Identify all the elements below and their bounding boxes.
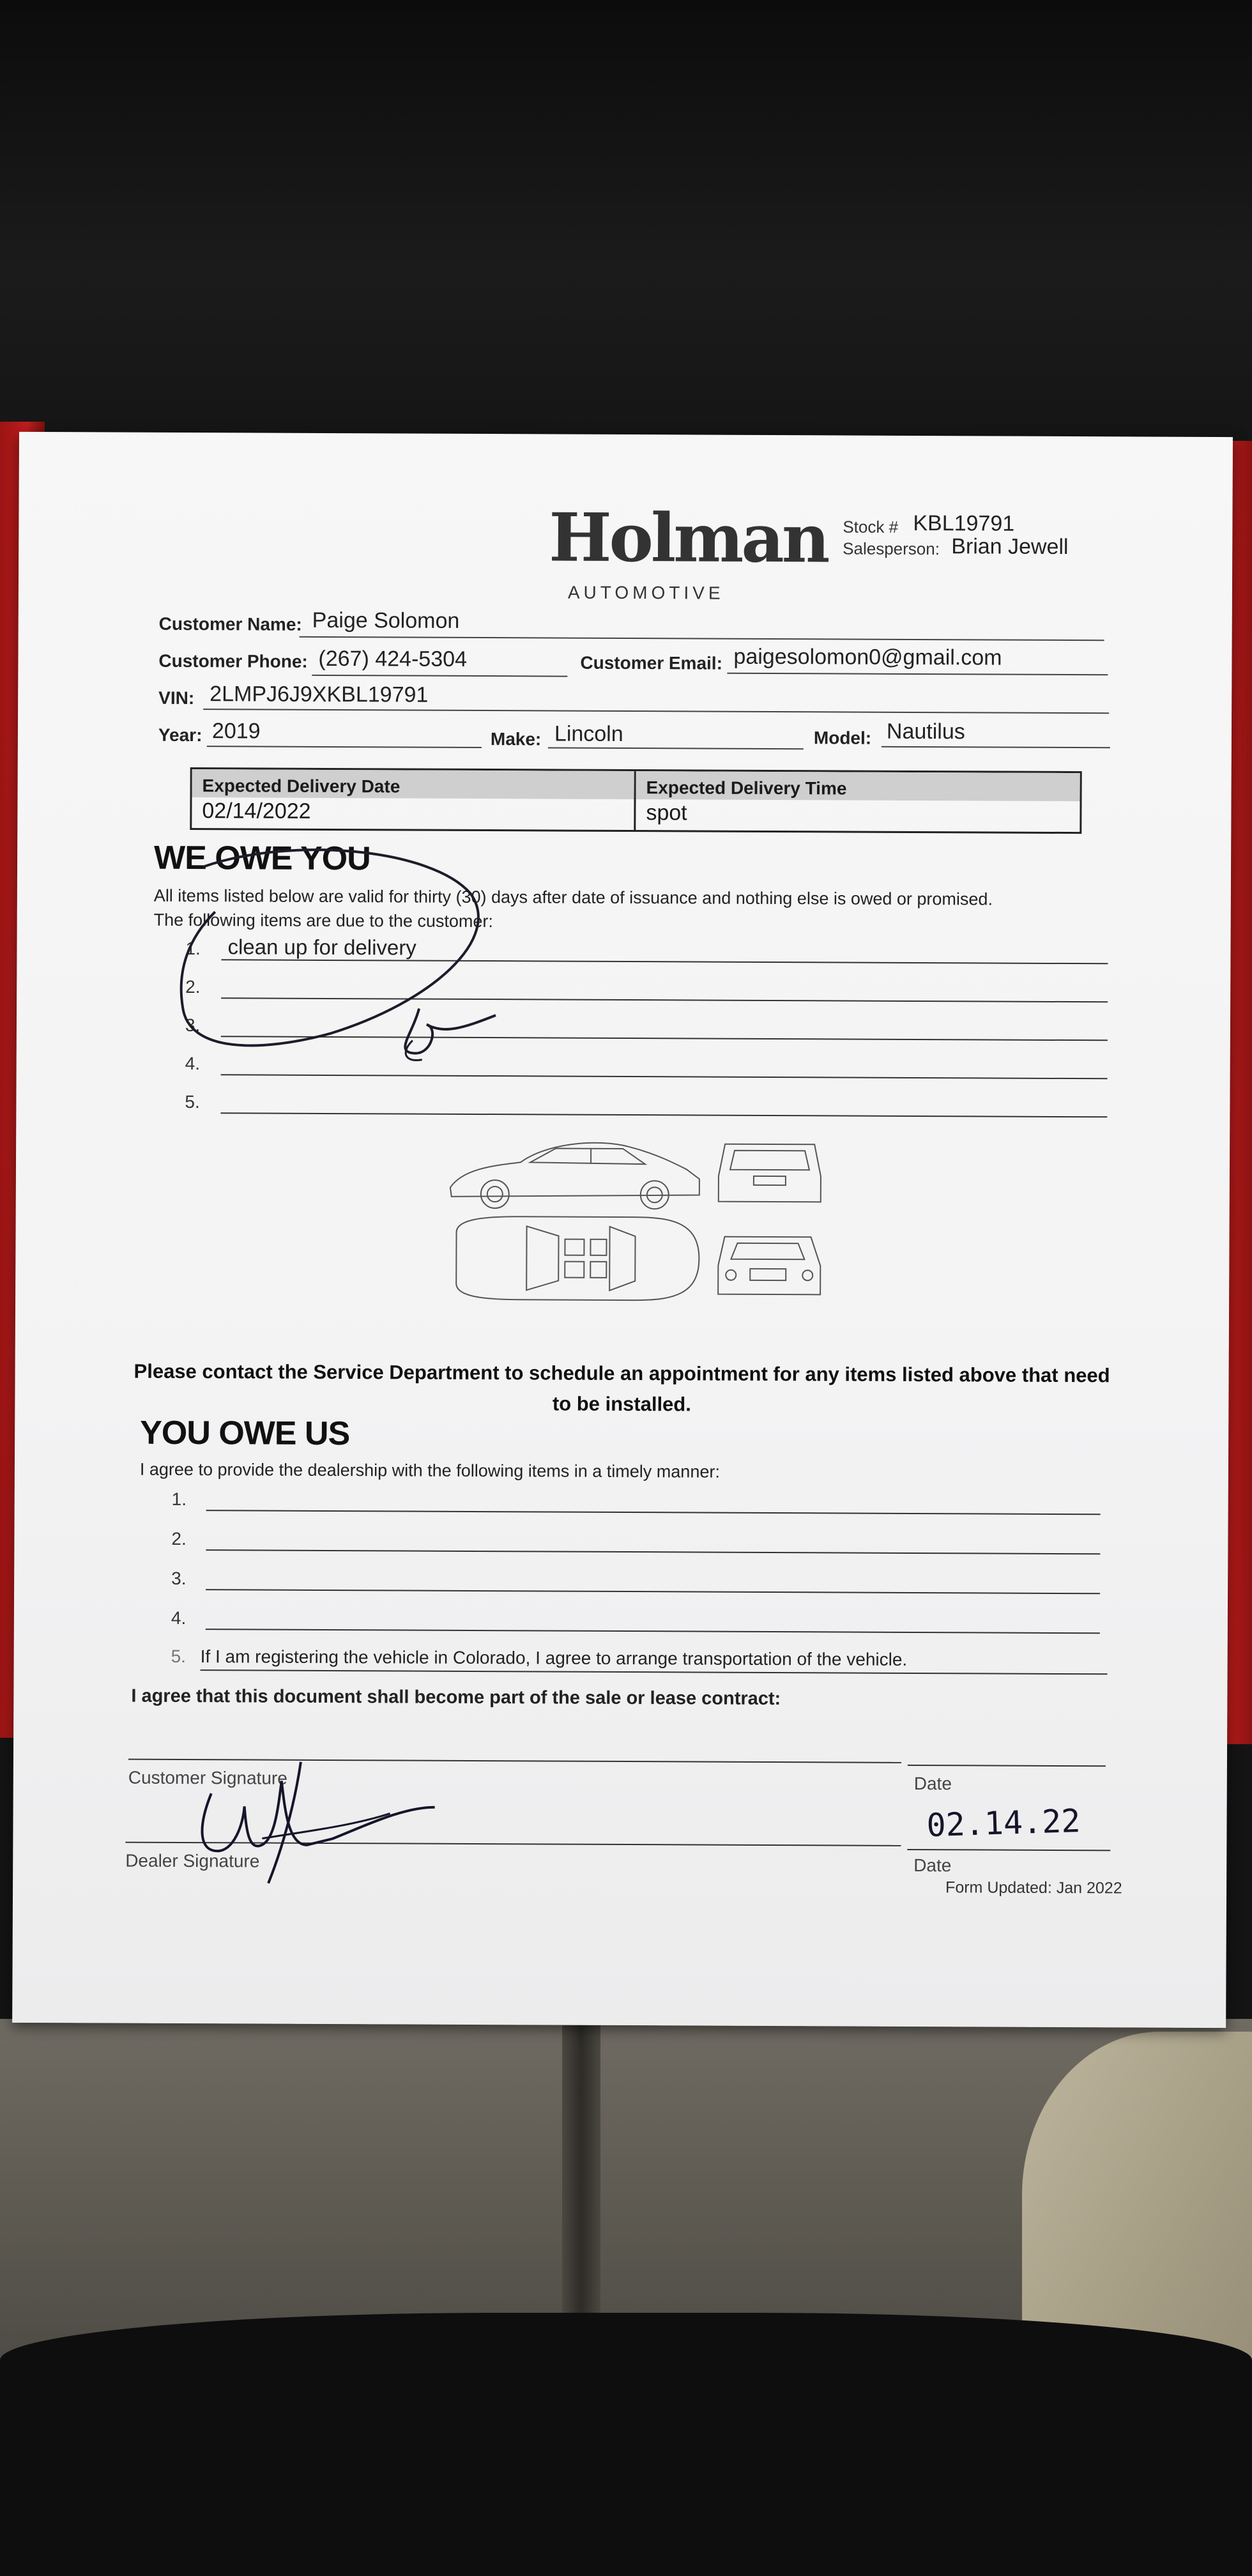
- vin-line: [203, 709, 1109, 714]
- you-owe-item-number: 5.: [171, 1646, 187, 1667]
- dealer-date-line: [907, 1849, 1110, 1851]
- logo-wordmark: Holman: [549, 498, 828, 578]
- salesperson-label: Salesperson:: [843, 539, 940, 559]
- customer-name-label: Customer Name:: [158, 613, 302, 634]
- dealer-date-handwritten: 02.14.22: [926, 1802, 1081, 1844]
- customer-name-value: Paige Solomon: [312, 608, 460, 633]
- make-line: [548, 747, 804, 749]
- delivery-date-label: Expected Delivery Date: [192, 769, 634, 799]
- we-owe-item-line: [220, 1112, 1107, 1117]
- we-owe-item-number: 4.: [185, 1053, 201, 1074]
- dealer-date-label: Date: [913, 1855, 952, 1876]
- we-owe-item-number: 3.: [185, 1015, 201, 1036]
- model-value: Nautilus: [886, 719, 965, 744]
- stock-label: Stock #: [843, 517, 899, 537]
- salesperson-value: Brian Jewell: [951, 534, 1069, 560]
- customer-signature-label: Customer Signature: [128, 1767, 287, 1788]
- you-owe-intro-text: I agree to provide the dealership with the following items in a timely manner:: [139, 1459, 720, 1482]
- agreement-statement: I agree that this document shall become part of the sale or lease contract:: [131, 1685, 781, 1710]
- customer-name-line: [300, 636, 1104, 641]
- you-owe-item-number: 2.: [171, 1528, 187, 1549]
- stock-value: KBL19791: [913, 510, 1015, 536]
- we-owe-due-text: The following items are due to the customer:: [153, 910, 494, 931]
- you-owe-item-number: 3.: [171, 1568, 187, 1589]
- delivery-date-cell: [192, 769, 636, 830]
- background-groove: [562, 2025, 600, 2358]
- make-value: Lincoln: [554, 721, 623, 746]
- you-owe-item-line: [206, 1510, 1101, 1515]
- logo-subtitle: AUTOMOTIVE: [567, 582, 724, 603]
- year-line: [207, 746, 482, 748]
- customer-phone-value: (267) 424-5304: [318, 646, 468, 671]
- you-owe-item-line: [201, 1669, 1108, 1675]
- background-dark-band: [0, 2313, 1252, 2576]
- you-owe-item-number: 1.: [171, 1489, 187, 1510]
- we-owe-validity-text: All items listed below are valid for thirty (30) days after date of issuance and nothing else is owed or promised.: [153, 885, 993, 909]
- delivery-time-cell: [636, 771, 1080, 832]
- make-label: Make:: [490, 729, 542, 749]
- form-updated-footer: Form Updated: Jan 2022: [945, 1878, 1122, 1897]
- model-line: [882, 746, 1110, 749]
- customer-phone-line: [312, 675, 567, 677]
- customer-date-line: [908, 1765, 1106, 1767]
- delivery-time-label: Expected Delivery Time: [636, 771, 1080, 801]
- we-owe-item-number: 2.: [185, 976, 201, 997]
- customer-email-value: paigesolomon0@gmail.com: [733, 644, 1002, 670]
- service-department-note: Please contact the Service Department to schedule an appointment for any items listed above that need to be installed.: [134, 1360, 1110, 1416]
- dealer-handwritten-signature: [172, 1755, 454, 1897]
- year-value: 2019: [211, 719, 261, 744]
- customer-email-label: Customer Email:: [580, 652, 723, 673]
- we-owe-item-line: [221, 1074, 1108, 1079]
- delivery-table: [190, 767, 1081, 834]
- customer-date-label: Date: [913, 1773, 952, 1794]
- you-owe-heading: YOU OWE US: [140, 1414, 350, 1453]
- customer-phone-label: Customer Phone:: [158, 650, 308, 671]
- delivery-date-value: 02/14/2022: [202, 799, 311, 824]
- we-owe-heading: WE OWE YOU: [153, 839, 370, 878]
- model-label: Model:: [813, 728, 872, 748]
- you-owe-item-text: If I am registering the vehicle in Colorado, I agree to arrange transportation of the vehicle.: [200, 1646, 908, 1669]
- vin-label: VIN:: [158, 687, 195, 709]
- you-owe-item-line: [206, 1549, 1100, 1554]
- delivery-time-value: spot: [646, 801, 687, 825]
- dealer-signature-label: Dealer Signature: [125, 1850, 260, 1871]
- initials-signature-mark: [164, 841, 523, 1073]
- you-owe-item-number: 4.: [171, 1607, 187, 1629]
- we-owe-item-number: 1.: [185, 938, 201, 959]
- you-owe-item-line: [206, 1589, 1100, 1594]
- you-owe-item-line: [206, 1629, 1100, 1634]
- we-owe-item-text: clean up for delivery: [227, 935, 416, 960]
- year-label: Year:: [158, 724, 202, 746]
- vehicle-damage-diagram: [443, 1130, 840, 1330]
- customer-email-line: [727, 673, 1108, 676]
- background-top: [0, 0, 1252, 447]
- vin-value: 2LMPJ6J9XKBL19791: [210, 682, 429, 707]
- document-page: [12, 432, 1233, 2028]
- we-owe-item-number: 5.: [185, 1091, 200, 1112]
